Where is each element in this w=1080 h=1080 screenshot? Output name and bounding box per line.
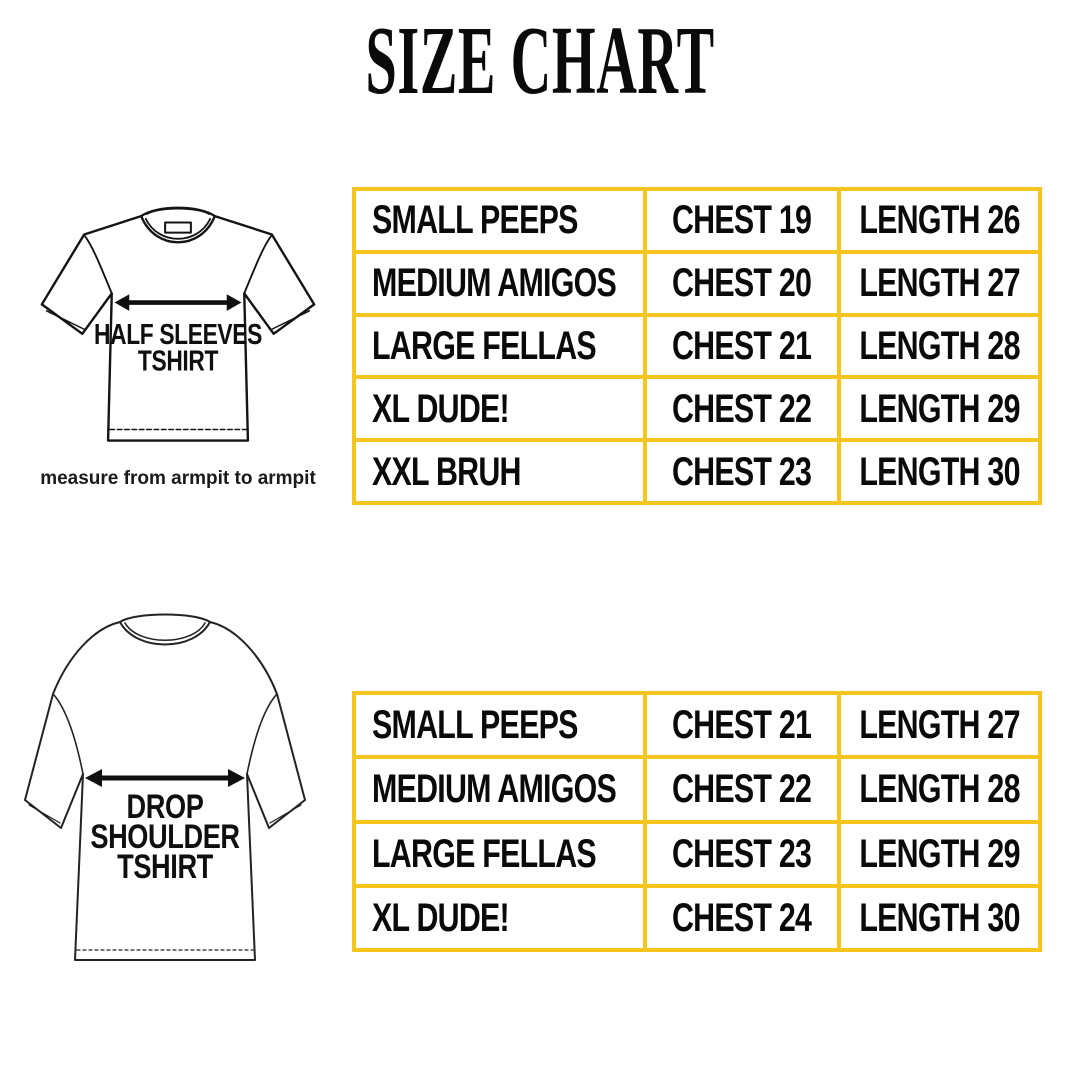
size-cell: MEDIUM AMIGOS: [356, 759, 643, 819]
size-cell: MEDIUM AMIGOS: [356, 254, 643, 313]
chest-cell: CHEST 23: [647, 824, 837, 884]
collar-back-line: [120, 615, 210, 623]
chest-cell: CHEST 23: [647, 442, 837, 501]
size-cell: SMALL PEEPS: [356, 191, 643, 250]
half-sleeves-tshirt-illustration: [18, 194, 338, 470]
length-cell: LENGTH 30: [841, 442, 1038, 501]
chest-cell: CHEST 22: [647, 759, 837, 819]
measure-caption: measure from armpit to armpit: [40, 468, 316, 489]
chest-cell: CHEST 20: [647, 254, 837, 313]
size-cell: XL DUDE!: [356, 888, 643, 948]
length-cell: LENGTH 28: [841, 759, 1038, 819]
size-cell: LARGE FELLAS: [356, 824, 643, 884]
length-cell: LENGTH 27: [841, 695, 1038, 755]
page-title: SIZE CHART: [365, 6, 715, 114]
size-cell: XL DUDE!: [356, 379, 643, 438]
size-cell: XXL BRUH: [356, 442, 643, 501]
shirt-type-label-line3: TSHIRT: [117, 847, 213, 886]
half-sleeves-size-table: [352, 187, 1042, 505]
length-cell: LENGTH 27: [841, 254, 1038, 313]
neck-label: [165, 223, 191, 233]
chest-cell: CHEST 21: [647, 695, 837, 755]
length-cell: LENGTH 29: [841, 824, 1038, 884]
drop-shoulder-size-table: [352, 691, 1042, 952]
size-cell: SMALL PEEPS: [356, 695, 643, 755]
shirt-type-label-line1: HALF SLEEVES: [94, 319, 262, 351]
length-cell: LENGTH 26: [841, 191, 1038, 250]
chest-cell: CHEST 22: [647, 379, 837, 438]
drop-shoulder-tshirt-illustration: [14, 608, 316, 988]
chest-cell: CHEST 19: [647, 191, 837, 250]
length-cell: LENGTH 30: [841, 888, 1038, 948]
shirt-type-label-line1: DROP: [126, 787, 204, 826]
size-cell: LARGE FELLAS: [356, 317, 643, 376]
length-cell: LENGTH 28: [841, 317, 1038, 376]
shirt-type-label-line2: TSHIRT: [137, 346, 219, 378]
length-cell: LENGTH 29: [841, 379, 1038, 438]
chest-cell: CHEST 21: [647, 317, 837, 376]
page-title-wrap: [0, 6, 1080, 114]
chest-cell: CHEST 24: [647, 888, 837, 948]
shirt-type-label-line2: SHOULDER: [90, 817, 240, 856]
